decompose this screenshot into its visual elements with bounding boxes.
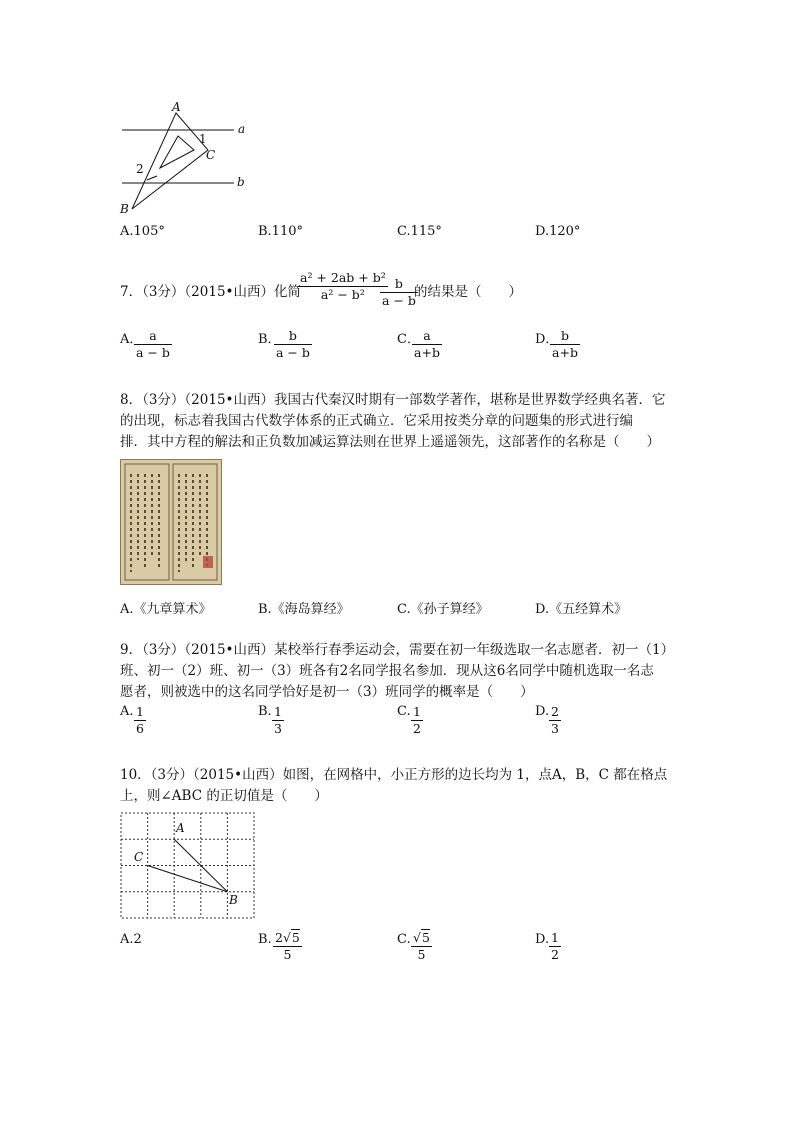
- q7-option-a-num: a: [134, 328, 172, 345]
- q10-line-2: 上，则∠ABC 的正切值是（ ）: [120, 788, 328, 804]
- q10-option-b-letter: B.: [258, 932, 272, 947]
- q7-option-c-den: a+b: [414, 345, 440, 360]
- angle-2-mark: [147, 176, 157, 180]
- q7-option-d-den: a+b: [552, 345, 578, 360]
- segment-CB: [148, 866, 228, 892]
- triangle-ruler-inner: [160, 136, 194, 168]
- q7-option-a-den: a − b: [136, 345, 170, 360]
- q7-fraction-2: [380, 276, 418, 309]
- q10-option-c-den: 5: [417, 947, 426, 962]
- q6-option-b: B.110°: [258, 224, 303, 239]
- q8-option-c: C.《孙子算经》: [397, 602, 489, 617]
- q6-label-A: A: [172, 100, 181, 114]
- q7-option-b-fraction: [274, 328, 312, 361]
- q9-option-b-letter: B.: [258, 704, 272, 719]
- q10-option-b-rad: 5: [291, 930, 300, 945]
- q10-option-c-num: √5: [413, 930, 430, 945]
- q9-option-a-letter: A.: [120, 704, 134, 719]
- q6-option-d: D.120°: [535, 224, 581, 239]
- q7-option-b-den: a − b: [276, 345, 310, 360]
- q7-f1-numerator: a² + 2ab + b²: [300, 270, 386, 285]
- q7-option-d-num: b: [550, 328, 580, 345]
- q10-option-b-fraction: [273, 930, 302, 963]
- q10-label-B: B: [229, 893, 238, 907]
- q6-label-b: b: [237, 175, 245, 189]
- q7-f2-numerator: b: [380, 276, 418, 293]
- q6-label-2: 2: [136, 162, 144, 176]
- q7-fraction-1: [298, 270, 388, 303]
- q7-option-a-fraction: [134, 328, 172, 361]
- book-page-illustration: [121, 460, 221, 584]
- q10-option-c-rad: 5: [421, 930, 430, 945]
- q7-f1-denominator: a² − b²: [320, 287, 365, 302]
- q7-option-b-letter: B．: [258, 332, 281, 347]
- q9-option-c-den: 2: [413, 721, 421, 736]
- q10-option-b-den: 5: [283, 947, 292, 962]
- q7-suffix: 的结果是（ ）: [414, 284, 522, 300]
- q7-option-d-letter: D．: [535, 332, 559, 347]
- q8-line-1: 8．（3分）（2015•山西）我国古代秦汉时期有一部数学著作，堪称是世界数学经典名著．它: [120, 392, 666, 408]
- q10-line-1: 10．（3分）（2015•山西）如图，在网格中，小正方形的边长均为 1，点A，B，C 都在格点: [120, 767, 668, 783]
- q6-label-C: C: [206, 148, 216, 162]
- q6-label-B: B: [120, 202, 129, 216]
- q9-option-d-num: 2: [551, 704, 559, 719]
- q9-option-c-letter: C.: [397, 704, 411, 719]
- q6-figure: [110, 96, 260, 218]
- q8-option-b: B.《海岛算经》: [258, 602, 350, 617]
- q7-prefix: 7．（3分）（2015•山西）化简: [120, 284, 301, 300]
- q6-option-c: C.115°: [397, 224, 442, 239]
- q10-option-d-num: 1: [551, 930, 559, 945]
- q9-option-a-den: 6: [136, 721, 144, 736]
- q7-option-c-num: a: [412, 328, 442, 345]
- q9-option-a-num: 1: [136, 704, 144, 719]
- q10-option-a: A.2: [120, 932, 142, 947]
- q9-option-a-fraction: [134, 704, 146, 737]
- q10-option-b-coef: 2: [275, 930, 283, 945]
- q6-label-a: a: [238, 122, 246, 136]
- q9-line-1: 9．（3分）（2015•山西）某校举行春季运动会，需要在初一年级选取一名志愿者．初一（1）: [120, 642, 675, 658]
- q9-line-3: 愿者，则被选中的这名同学恰好是初一（3）班同学的概率是（ ）: [120, 684, 534, 700]
- q10-option-b-num: 2√5: [275, 930, 300, 945]
- q10-option-d-letter: D.: [535, 932, 550, 947]
- q7-option-c-letter: C．: [397, 332, 420, 347]
- q8-line-3: 排．其中方程的解法和正负数加减运算法则在世界上遥遥领先，这部著作的名称是（ ）: [120, 434, 660, 450]
- q10-label-A: A: [176, 821, 185, 835]
- q7-option-a-letter: A．: [120, 332, 143, 347]
- q9-option-d-den: 3: [551, 721, 559, 736]
- q10-label-C: C: [134, 850, 144, 864]
- q7-option-b-num: b: [274, 328, 312, 345]
- q7-f2-denominator: a − b: [382, 293, 416, 308]
- q7-option-d-fraction: [550, 328, 580, 361]
- q9-option-b-fraction: [272, 704, 284, 737]
- q9-option-d-fraction: [549, 704, 561, 737]
- q9-option-b-num: 1: [274, 704, 282, 719]
- q8-line-2: 的出现，标志着我国古代数学体系的正式确立．它采用按类分章的问题集的形式进行编: [120, 413, 633, 429]
- q10-option-c-fraction: [411, 930, 432, 963]
- q10-option-c-letter: C.: [397, 932, 411, 947]
- q6-option-a: A.105°: [120, 224, 165, 239]
- q9-option-d-letter: D.: [535, 704, 550, 719]
- q9-line-2: 班、初一（2）班、初一（3）班各有2名同学报名参加．现从这6名同学中随机选取一名志: [120, 663, 654, 679]
- triangle-ruler-outer: [132, 113, 208, 209]
- q8-option-a: A.《九章算术》: [120, 602, 212, 617]
- q7-option-c-fraction: [412, 328, 442, 361]
- q10-option-d-den: 2: [551, 947, 559, 962]
- ancient-book-image: [120, 459, 222, 585]
- q6-label-1: 1: [199, 132, 207, 146]
- q9-option-c-num: 1: [413, 704, 421, 719]
- q10-option-d-fraction: [549, 930, 561, 963]
- q9-option-c-fraction: [411, 704, 423, 737]
- q9-option-b-den: 3: [274, 721, 282, 736]
- q8-option-d: D.《五经算术》: [535, 602, 628, 617]
